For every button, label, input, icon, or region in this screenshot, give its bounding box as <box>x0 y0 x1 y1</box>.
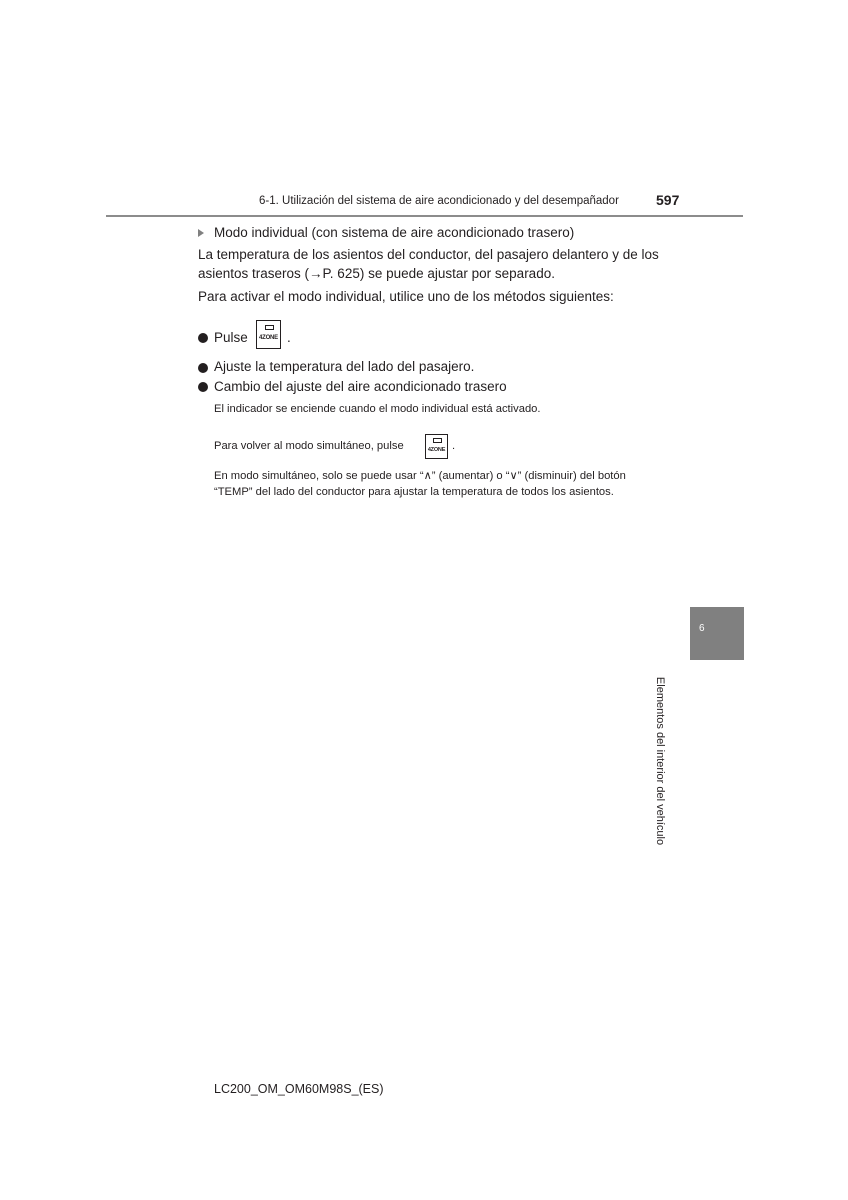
footer-code: LC200_OM_OM60M98S_(ES) <box>214 1082 384 1096</box>
triangle-bullet-icon <box>198 229 204 237</box>
indicator-light-icon <box>433 438 442 443</box>
bullet-suffix: . <box>287 330 291 345</box>
chapter-number: 6 <box>699 623 705 634</box>
note-text: El indicador se enciende cuando el modo individual está activado. <box>214 403 541 415</box>
4zone-button-icon <box>425 434 448 459</box>
indicator-light-icon <box>265 325 274 330</box>
chapter-title: Elementos del interior del vehículo <box>654 676 666 846</box>
bullet-text: Ajuste la temperatura del lado del pasajero. <box>214 359 475 374</box>
note-text: En modo simultáneo, solo se puede usar “∧” (aumentar) o “∨” (disminuir) del botón <box>214 470 626 482</box>
section-header: 6-1. Utilización del sistema de aire acondicionado y del desempañador <box>259 195 619 207</box>
page-number: 597 <box>656 192 680 208</box>
bullet-icon <box>198 333 208 343</box>
note-suffix: . <box>452 440 456 452</box>
paragraph: Para activar el modo individual, utilice uno de los métodos siguientes: <box>198 289 614 304</box>
note-text: “TEMP” del lado del conductor para ajustar la temperatura de todos los asientos. <box>214 486 614 498</box>
button-icon-label: 4ZONE <box>258 335 278 341</box>
note-text: Para volver al modo simultáneo, pulse <box>214 440 404 452</box>
header-divider <box>106 215 743 217</box>
bullet-text: Cambio del ajuste del aire acondicionado trasero <box>214 379 507 394</box>
paragraph-line: asientos traseros (→P. 625) se puede ajustar por separado. <box>198 266 555 281</box>
button-icon-label: 4ZONE <box>427 447 446 453</box>
subheading: Modo individual (con sistema de aire acondicionado trasero) <box>214 225 575 240</box>
bullet-icon <box>198 382 208 392</box>
bullet-icon <box>198 363 208 373</box>
bullet-text: Pulse <box>214 330 248 345</box>
paragraph-line: La temperatura de los asientos del conductor, del pasajero delantero y de los <box>198 247 659 262</box>
4zone-button-icon <box>256 320 281 349</box>
